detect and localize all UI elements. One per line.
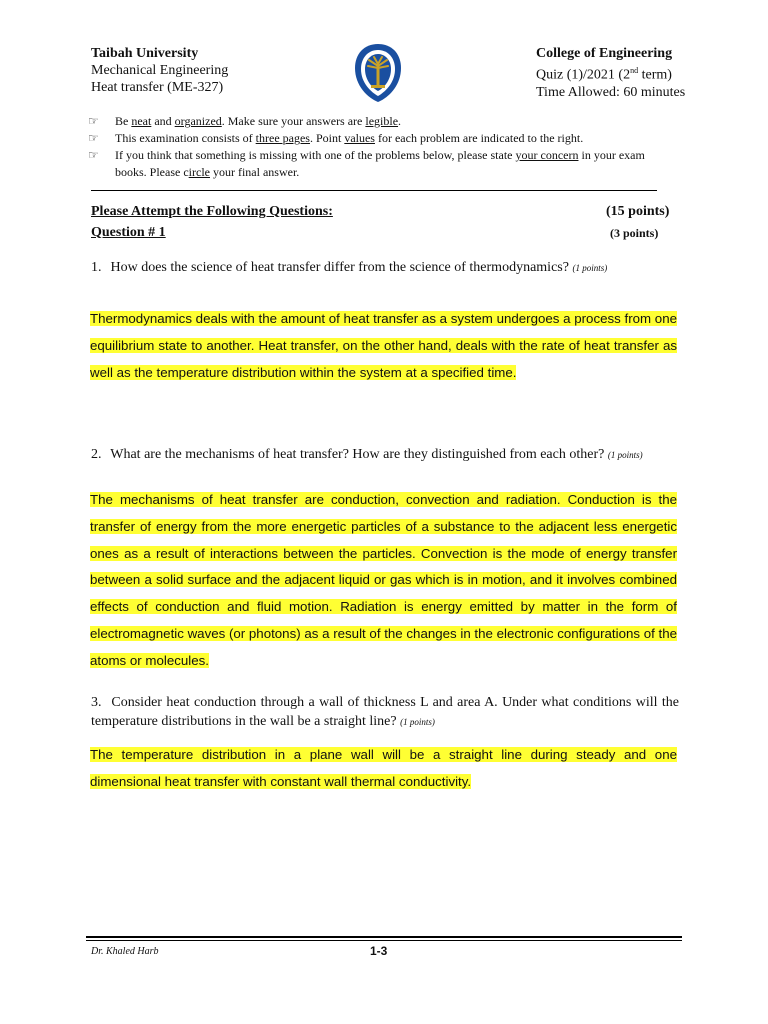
text: This examination consists of bbox=[115, 131, 256, 145]
question-title: Question # 1 bbox=[91, 225, 166, 240]
text: . bbox=[398, 114, 402, 128]
divider bbox=[91, 190, 657, 191]
answer-1 bbox=[90, 306, 677, 386]
quiz-sup: nd bbox=[630, 66, 639, 75]
section-heading: Please Attempt the Following Questions: bbox=[91, 204, 333, 219]
underlined-text: three pages bbox=[255, 131, 310, 145]
question-text: Consider heat conduction through a wall of thickness L and area A. Under what conditions will the temperature distributions in the wall be a straight line? bbox=[91, 695, 680, 729]
answer-2 bbox=[90, 487, 677, 675]
underlined-text: neat bbox=[131, 114, 152, 128]
text: . Make sure your answers are bbox=[221, 114, 366, 128]
question-text: How does the science of heat transfer differ from the science of thermodynamics? bbox=[110, 260, 569, 275]
text: for each problem are indicated to the right. bbox=[374, 131, 584, 145]
text: books. Please c bbox=[115, 165, 189, 179]
total-points: (15 points) bbox=[606, 204, 670, 219]
time-allowed: Time Allowed: 60 minutes bbox=[536, 84, 686, 100]
header-left bbox=[91, 45, 228, 96]
answer-text: The temperature distribution in a plane wall will be a straight line during steady and one dimensional heat transfer with constant wall thermal conductivity. bbox=[90, 747, 677, 789]
text: your final answer. bbox=[209, 165, 300, 179]
quiz-info bbox=[536, 62, 686, 84]
question-points-note: (1 points) bbox=[572, 263, 608, 273]
underlined-text: ircle bbox=[188, 165, 210, 179]
question-number: 3. bbox=[91, 695, 102, 710]
question-number: 2. bbox=[91, 447, 102, 462]
instructions-list bbox=[88, 113, 688, 181]
course-name: Heat transfer (ME-327) bbox=[91, 80, 224, 95]
text: and bbox=[151, 114, 175, 128]
instruction-item bbox=[88, 147, 688, 181]
pointing-hand-icon: ☞ bbox=[88, 148, 99, 162]
underlined-text: organized bbox=[174, 114, 222, 128]
university-logo bbox=[350, 42, 406, 104]
university-name: Taibah University bbox=[91, 46, 199, 61]
text: in your exam bbox=[578, 148, 645, 162]
text: . Point bbox=[309, 131, 345, 145]
question-points-note: (1 points) bbox=[607, 450, 643, 460]
underlined-text: legible bbox=[365, 114, 399, 128]
question-3 bbox=[91, 693, 679, 732]
question-1 bbox=[91, 258, 691, 278]
answer-text: The mechanisms of heat transfer are conduction, convection and radiation. Conduction is the transfer of energy from the more energetic particles of a substance to the adjacent less energetic ones as a result of interactions between the particles. Convection is the mode of energy transfer between a solid surface and the adjacent liquid or gas which is in motion, and it involves combined effects of conduction and fluid motion. Radiation is energy emitted by matter in the form of electromagnetic waves (or photons) as a result of the changes in the electronic configurations of the atoms or molecules. bbox=[90, 492, 677, 668]
college-name: College of Engineering bbox=[536, 46, 673, 61]
text: If you think that something is missing with one of the problems below, please state bbox=[115, 148, 516, 162]
department-name: Mechanical Engineering bbox=[91, 63, 229, 78]
instruction-item bbox=[88, 113, 688, 130]
header-right bbox=[536, 45, 686, 101]
page-number: 1-3 bbox=[370, 944, 388, 958]
underlined-text: your concern bbox=[515, 148, 579, 162]
quiz-suffix: term) bbox=[638, 67, 672, 83]
answer-text: Thermodynamics deals with the amount of heat transfer as a system undergoes a process from one equilibrium state to another. Heat transfer, on the other hand, deals with the rate of heat transfer as well as the temperature distribution within the system at a specified time. bbox=[90, 311, 677, 380]
instruction-item bbox=[88, 130, 688, 147]
underlined-text: values bbox=[344, 131, 375, 145]
question-points-note: (1 points) bbox=[400, 717, 435, 727]
footer-divider bbox=[86, 940, 682, 941]
pointing-hand-icon: ☞ bbox=[88, 114, 99, 128]
quiz-prefix: Quiz (1)/2021 (2 bbox=[536, 67, 631, 83]
text: Be bbox=[115, 114, 132, 128]
pointing-hand-icon: ☞ bbox=[88, 131, 99, 145]
answer-3 bbox=[90, 742, 677, 796]
question-number: 1. bbox=[91, 260, 102, 275]
question-2 bbox=[91, 445, 679, 465]
footer-divider bbox=[86, 936, 682, 938]
question-text: What are the mechanisms of heat transfer? How are they distinguished from each other? bbox=[110, 447, 605, 462]
question-points: (3 points) bbox=[610, 226, 659, 240]
signature: Dr. Khaled Harb bbox=[91, 946, 159, 957]
